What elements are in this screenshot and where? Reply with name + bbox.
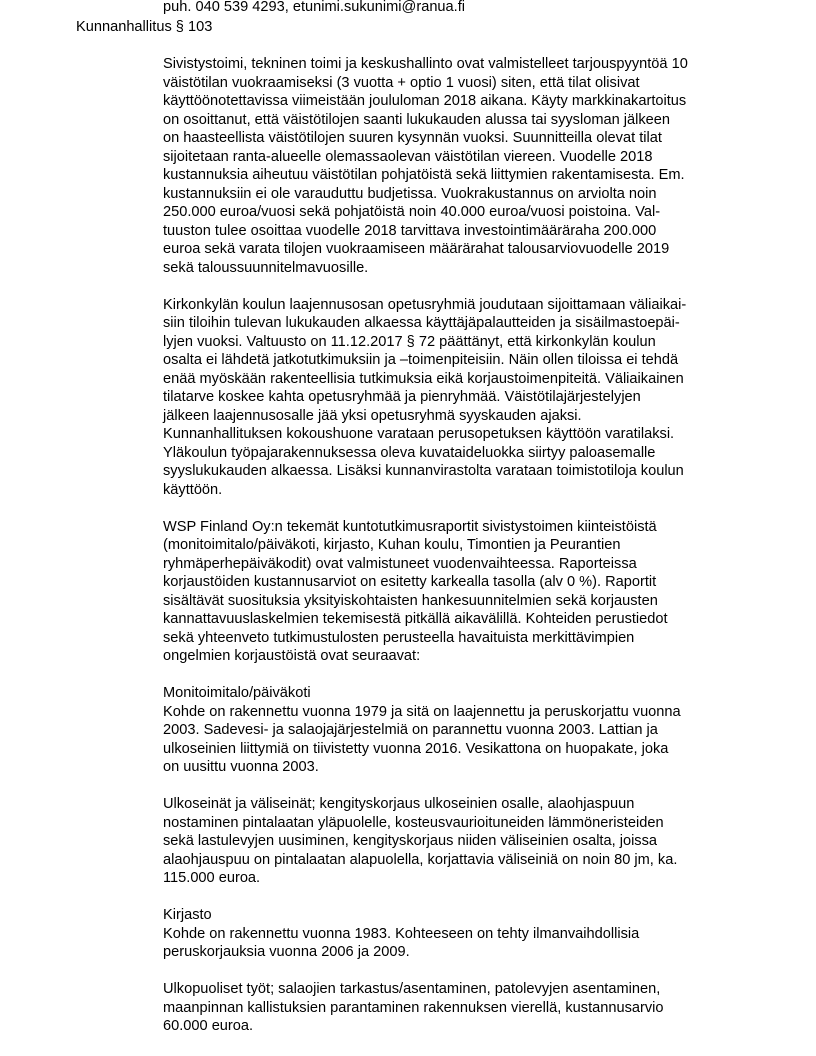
text-line: 115.000 euroa.: [163, 870, 261, 886]
text-line: peruskorjauksia vuonna 2006 ja 2009.: [163, 944, 410, 960]
text-line: nostaminen pintalaatan yläpuolelle, kosteusvaurioituneiden lämmöneristeiden: [163, 814, 664, 831]
text-line: sekä taloussuunnitelmavuosille.: [163, 259, 369, 276]
text-line: alaohjauspuu on pintalaatan alapuolella, korjattavia väliseiniä on noin 80 jm, ka.: [163, 851, 678, 868]
text-line: korjaustöiden kustannusarviot on esitetty karkealla tasolla (alv 0 %). Raportit: [163, 574, 657, 590]
text-line: syyslukukauden alkaessa. Lisäksi kunnanvirastolta varataan toimistotiloja koulun: [163, 463, 684, 479]
paragraph: [163, 518, 753, 666]
text-line: tuuston tulee osoittaa vuodelle 2018 tarvittava investointimääräraha 200.000: [163, 222, 657, 239]
text-line: Kirjasto: [163, 907, 212, 923]
text-line: Yläkoulun työpajarakennuksessa oleva kuvataideluokka siirtyy paloasemalle: [163, 444, 656, 461]
text-line: ongelmien korjaustöistä ovat seuraavat:: [163, 648, 421, 664]
text-line: Sivistystoimi, tekninen toimi ja keskushallinto ovat valmistelleet tarjouspyyntöä 10: [163, 56, 688, 72]
section-heading: Kunnanhallitus § 103: [76, 19, 213, 35]
text-line: Monitoimitalo/päiväkoti: [163, 685, 311, 701]
text-line: sisältävät suosituksia yksityiskohtaisten hankesuunnitelmien sekä korjausten: [163, 592, 658, 609]
text-line: maanpinnan kallistuksien parantaminen rakennuksen vierellä, kustannusarvio: [163, 999, 664, 1016]
text-line: sekä lastulevyjen uusiminen, kengityskorjaus niiden väliseinien osalta, joissa: [163, 833, 658, 849]
paragraph: [163, 906, 753, 962]
text-line: (monitoimitalo/päiväkoti, kirjasto, Kuhan koulu, Timontien ja Peurantien: [163, 537, 621, 553]
paragraph: [163, 684, 753, 777]
paragraph: [163, 980, 753, 1036]
text-line: 250.000 euroa/vuosi sekä pohjatöistä noin 40.000 euroa/vuosi poistoina. Val-: [163, 204, 661, 220]
text-line: väistötilan vuokraamiseksi (3 vuotta + optio 1 vuosi) siten, että tilat olisivat: [163, 74, 640, 91]
contact-line: puh. 040 539 4293, etunimi.sukunimi@ranua.fi: [163, 0, 466, 15]
paragraph: [163, 55, 753, 277]
text-line: kannattavuuslaskelmien tekemisestä pitkällä aikavälillä. Kohteiden perustiedot: [163, 611, 668, 627]
text-line: on haasteellista väistötilojen suuren kysynnän vuoksi. Suunnitteilla olevat tilat: [163, 130, 662, 146]
text-line: sekä yhteenveto tutkimustulosten perusteella havaituista merkittävimpien: [163, 629, 635, 646]
text-line: ulkoseinien liittymiä on tiivistetty vuonna 2016. Vesikattona on huopakate, joka: [163, 740, 669, 757]
text-line: sijoitetaan ranta-alueelle olemassaolevan väistötilan viereen. Vuodelle 2018: [163, 148, 653, 165]
text-line: ryhmäperhepäiväkodit) ovat valmistuneet vuodenvaihteessa. Raporteissa: [163, 555, 637, 572]
text-line: tilatarve koskee kahta opetusryhmää ja pienryhmää. Väistötilajärjestelyjen: [163, 389, 641, 405]
text-line: 2003. Sadevesi- ja salaojajärjestelmiä on parannettu vuonna 2003. Lattian ja: [163, 722, 658, 738]
text-line: on uusittu vuonna 2003.: [163, 759, 319, 775]
text-line: Ulkoseinät ja väliseinät; kengityskorjaus ulkoseinien osalle, alaohjaspuun: [163, 796, 635, 812]
text-line: Kunnanhallituksen kokoushuone varataan perusopetuksen käyttöön varatilaksi.: [163, 426, 675, 442]
text-line: 60.000 euroa.: [163, 1018, 254, 1034]
text-line: kustannuksiin ei ole varauduttu budjetissa. Vuokrakustannus on arviolta noin: [163, 185, 657, 202]
text-line: osalta ei lähdetä jatkotutkimuksiin ja –toimenpiteisiin. Näin ollen tiloissa ei tehdä: [163, 352, 679, 368]
text-line: on osoittanut, että väistötilojen saanti lukukauden alussa tai syysloman jälkeen: [163, 111, 671, 128]
text-line: enää myöskään rakenteellisia tutkimuksia eikä korjaustoimenpiteitä. Väliaikainen: [163, 370, 684, 387]
text-line: käyttöönotettavissa viimeistään joululoman 2018 aikana. Käyty markkinakartoitus: [163, 93, 687, 109]
text-line: euroa sekä varata tilojen vuokraamiseen määrärahat talousarviovuodelle 2019: [163, 241, 670, 257]
text-line: kustannuksia aiheutuu väistötilan pohjatöistä sekä liittymien rakentamisesta. Em.: [163, 167, 685, 183]
text-line: lyjen vuoksi. Valtuusto on 11.12.2017 § 72 päättänyt, että kirkonkylän koulun: [163, 333, 656, 350]
text-line: käyttöön.: [163, 481, 223, 498]
document-body: [163, 55, 753, 1054]
text-line: jälkeen laajennusosalle jää yksi opetusryhmä syyskauden ajaksi.: [163, 407, 582, 424]
text-line: Ulkopuoliset työt; salaojien tarkastus/asentaminen, patolevyjen asentaminen,: [163, 981, 661, 997]
text-line: Kohde on rakennettu vuonna 1979 ja sitä on laajennettu ja peruskorjattu vuonna: [163, 703, 681, 720]
paragraph: [163, 795, 753, 888]
text-line: Kohde on rakennettu vuonna 1983. Kohteeseen on tehty ilmanvaihdollisia: [163, 925, 640, 942]
text-line: WSP Finland Oy:n tekemät kuntotutkimusraportit sivistystoimen kiinteistöistä: [163, 518, 657, 535]
text-line: Kirkonkylän koulun laajennusosan opetusryhmiä joudutaan sijoittamaan väliaikai-: [163, 296, 687, 313]
text-line: siin tiloihin tulevan lukukauden alkaessa käyttäjäpalautteiden ja sisäilmastoepäi-: [163, 315, 680, 331]
paragraph: [163, 296, 753, 500]
